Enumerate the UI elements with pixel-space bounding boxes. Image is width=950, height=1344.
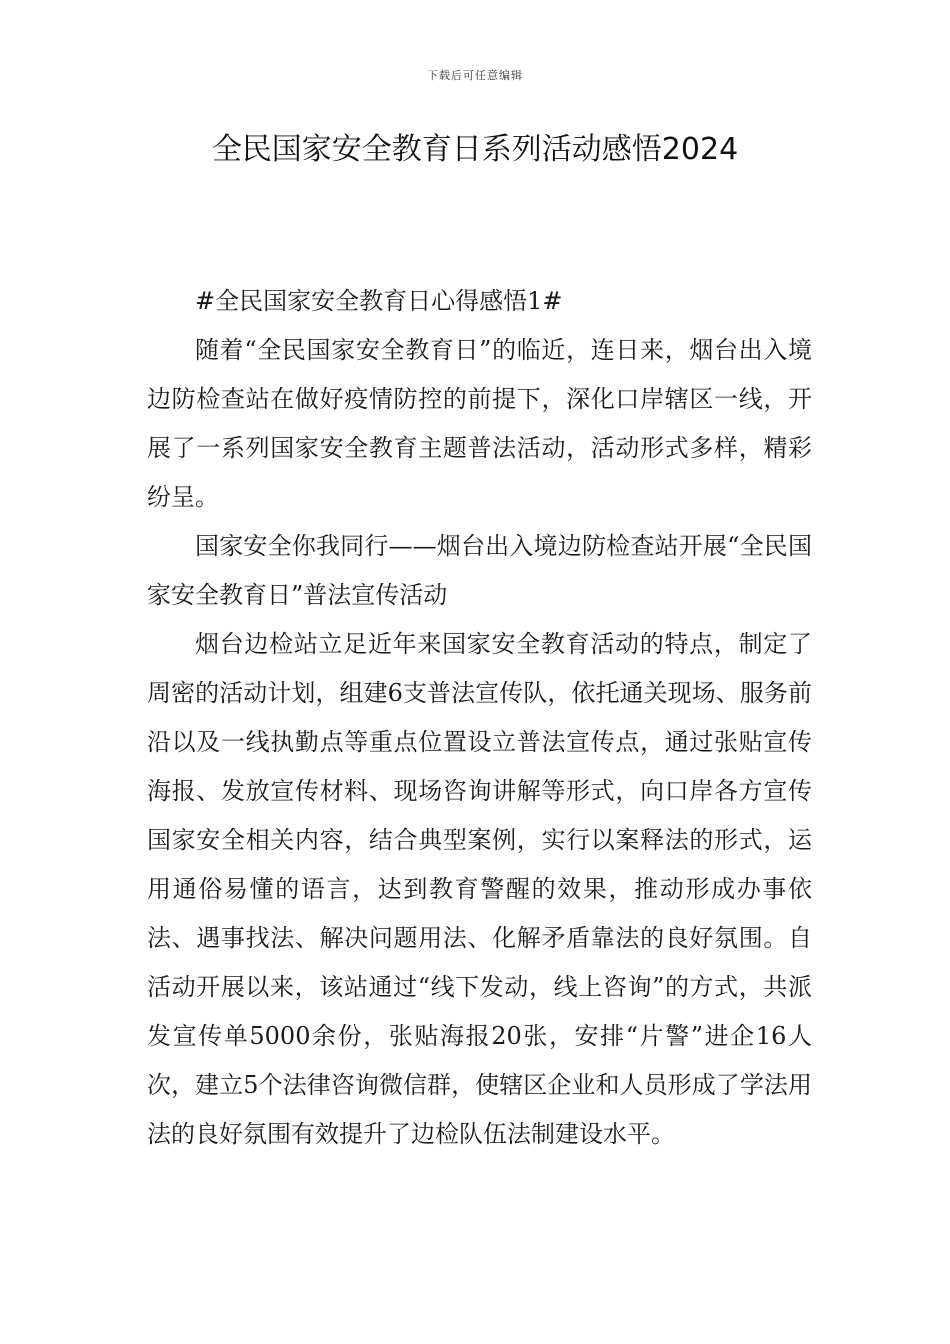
document-body xyxy=(147,277,812,1159)
paragraph-heading: #全民国家安全教育日心得感悟1# xyxy=(195,287,563,315)
paragraph-subtitle: 国家安全你我同行——烟台出入境边防检查站开展“全民国家安全教育日”普法宣传活动 xyxy=(147,532,812,609)
paragraph-intro: 随着“全民国家安全教育日”的临近，连日来，烟台出入境边防检查站在做好疫情防控的前提下，深化口岸辖区一线，开展了一系列国家安全教育主题普法活动，活动形式多样，精彩纷呈。 xyxy=(147,336,812,511)
document-title: 全民国家安全教育日系列活动感悟2024 xyxy=(211,132,739,167)
paragraph-detail: 烟台边检站立足近年来国家安全教育活动的特点，制定了周密的活动计划，组建6支普法宣传队，依托通关现场、服务前沿以及一线执勤点等重点位置设立普法宣传点，通过张贴宣传海报、发放宣传材料、现场咨询讲解等形式，向口岸各方宣传国家安全相关内容，结合典型案例，实行以案释法的形式，运用通俗易懂的语言，达到教育警醒的效果，推动形成办事依法、遇事找法、解决问题用法、化解矛盾靠法的良好氛围。自活动开展以来，该站通过“线下发动，线上咨询”的方式，共派发宣传单5000余份，张贴海报20张，安排“片警”进企16人次，建立5个法律咨询微信群，使辖区企业和人员形成了学法用法的良好氛围有效提升了边检队伍法制建设水平。 xyxy=(147,630,812,1148)
header-note: 下载后可任意编辑 xyxy=(427,69,523,82)
